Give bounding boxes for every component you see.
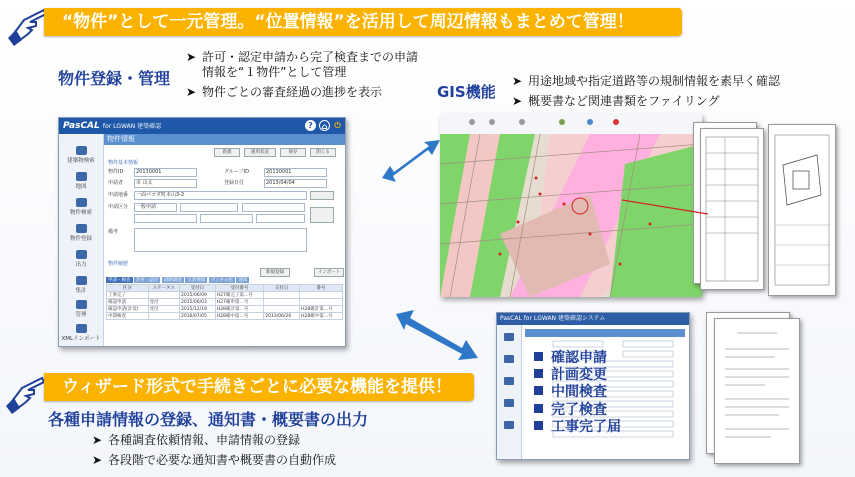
wizard-step-confirm: 確認申請 xyxy=(534,347,607,367)
sidebar-item-admin[interactable]: 管理 xyxy=(59,300,103,318)
kind-field-2[interactable] xyxy=(180,203,238,212)
wizard-step-interim: 中間検査 xyxy=(534,381,607,401)
lot-search-button[interactable] xyxy=(310,191,334,200)
section-label: 物件基本情報 xyxy=(108,160,139,166)
double-arrow-bottom-icon xyxy=(392,306,484,366)
gis-bullet-2: ➤ 概要書など関連書類をファイリング xyxy=(512,94,720,108)
bullet-square-icon xyxy=(534,352,543,361)
notice-text-lines xyxy=(715,319,799,463)
wizard-step-change: 計画変更 xyxy=(534,364,607,384)
callout-line xyxy=(620,170,710,220)
status-button[interactable]: 運用状況 xyxy=(244,148,276,157)
app-main xyxy=(104,134,345,346)
col-no: 番号 xyxy=(300,285,343,292)
lot-field[interactable]: 一面パゴダ町本山3-2 xyxy=(134,191,307,200)
pointing-hand-icon-2 xyxy=(4,374,48,414)
sidebar-item-search[interactable]: 建築物検索 xyxy=(59,146,103,164)
sidebar-item-output[interactable]: 出力 xyxy=(59,250,103,268)
double-arrow-top-icon xyxy=(376,132,448,188)
tab-permission[interactable]: 許可・認定 xyxy=(135,278,159,283)
kind-label: 申請区分 xyxy=(108,204,129,210)
app-logo: PasCAL xyxy=(63,121,100,131)
map-toolbar xyxy=(440,114,702,135)
bullet-square-icon xyxy=(534,386,543,395)
power-icon[interactable]: ⏻ xyxy=(334,121,341,130)
history-label: 物件履歴 xyxy=(108,261,129,267)
group-id-field[interactable]: 20130001 xyxy=(264,168,327,177)
app-sidebar xyxy=(59,134,104,346)
col-kind: 区分 xyxy=(107,285,149,292)
bullet-square-icon xyxy=(534,369,543,378)
notice-document xyxy=(714,318,800,464)
tab-digital[interactable]: デジタル化 xyxy=(210,278,233,283)
group-id-label: グループID xyxy=(224,169,249,175)
applicant-field[interactable]: 市 山太 xyxy=(134,179,197,188)
bukken-id-label: 物件ID xyxy=(108,169,124,175)
sidebar-item-aggregate[interactable]: 集計 xyxy=(59,276,103,294)
app-logo-sub: for LGWAN 建築確認 xyxy=(102,123,162,130)
site-plan-document xyxy=(768,124,836,296)
reg-date-label: 登録日付 xyxy=(224,180,245,186)
note-label: 備考 xyxy=(108,229,119,235)
bottom-heading: 各種申請情報の登録、通知書・概要書の出力 xyxy=(48,410,369,429)
bottom-banner: ウィザード形式で手続きごとに必要な機能を提供！ xyxy=(44,373,474,401)
site-plan-drawing xyxy=(769,125,835,295)
page-title: 物件情報 xyxy=(104,134,345,145)
col-status: ステータス xyxy=(148,285,179,292)
bottom-bullet-1: ➤ 各種調査依頼情報、申請情報の登録 xyxy=(92,433,301,447)
map-toolbar-icons xyxy=(440,114,702,134)
sidebar-item-property-search[interactable]: 物件検索 xyxy=(59,198,103,216)
applicant-label: 申請者 xyxy=(108,180,124,186)
property-management-heading: 物件登録・管理 xyxy=(58,69,171,88)
table-row[interactable]: 確認申請 受付 2015/06/03 H27確申第…号 xyxy=(107,299,343,306)
district-field-2[interactable] xyxy=(200,214,253,223)
sidebar-item-property-register[interactable]: 物件登録 xyxy=(59,224,103,242)
new-button[interactable]: 新規 xyxy=(214,148,240,157)
app-header xyxy=(59,118,345,134)
import-button[interactable]: インポート xyxy=(314,268,344,277)
document-lines xyxy=(701,129,763,289)
table-row[interactable]: 中間検査 2016/07/05 H28確中第…号 2013/06/26 H28確中第…号 xyxy=(107,313,343,320)
history-tabs xyxy=(106,277,343,284)
district-field-3[interactable] xyxy=(256,214,305,223)
wizard-step-report: 工事完了届 xyxy=(534,416,621,436)
kind-field[interactable]: 一般申請 xyxy=(134,203,177,212)
map-button[interactable] xyxy=(310,207,334,223)
tab-notice[interactable]: 通知 xyxy=(238,278,248,283)
history-table xyxy=(106,284,343,320)
bullet-square-icon xyxy=(534,421,543,430)
user-icon[interactable]: ⌂ xyxy=(319,120,330,131)
left-bullet-2: ➤ 物件ごとの審査経過の進捗を表示 xyxy=(186,85,383,99)
district-field[interactable] xyxy=(134,214,197,223)
tab-road[interactable]: 道路調査 xyxy=(163,278,182,283)
left-bullet-1-cont: 情報を“１物件”として管理 xyxy=(202,65,347,79)
sidebar-item-map[interactable]: 地図 xyxy=(59,172,103,190)
reg-date-field[interactable]: 2013/04/04 xyxy=(264,179,327,188)
app2-header: PasCAL for LGWAN 建築確認システム xyxy=(497,313,689,325)
app2-sidebar-icons xyxy=(497,325,521,459)
bottom-bullet-2: ➤ 各段階で必要な通知書や概要書の自動作成 xyxy=(92,453,337,467)
col-issued: 交付日 xyxy=(264,285,300,292)
sidebar-item-xml-import[interactable]: XMLインポート xyxy=(59,324,103,342)
gis-heading: GIS機能 xyxy=(437,83,496,101)
table-header-row xyxy=(107,285,343,292)
save-button[interactable]: 保存 xyxy=(280,148,306,157)
left-bullet-1: ➤ 許可・認定申請から完了検査までの申請 xyxy=(186,50,419,64)
pascal-app-screenshot xyxy=(58,117,346,347)
note-field[interactable] xyxy=(134,228,307,252)
close-button[interactable]: 閉じる xyxy=(310,148,336,157)
tab-application[interactable]: 申請・検査 xyxy=(108,278,131,283)
bukken-id-field[interactable]: 20130001 xyxy=(134,168,197,177)
wizard-step-completion: 完了検査 xyxy=(534,399,607,419)
help-icon[interactable]: ? xyxy=(305,120,316,131)
kind-field-3[interactable] xyxy=(242,203,305,212)
lot-label: 申請地番 xyxy=(108,192,129,198)
col-received: 受付日 xyxy=(179,285,215,292)
gis-bullet-1: ➤ 用途地域や指定道路等の規制情報を素早く確認 xyxy=(512,74,781,88)
table-row[interactable]: 工事完了 2015/06/09 H27確完了第…号 xyxy=(107,292,343,299)
bullet-square-icon xyxy=(534,404,543,413)
history-new-button[interactable]: 新規登録 xyxy=(260,268,290,277)
tab-document[interactable]: 文書情報 xyxy=(187,278,206,283)
table-row[interactable]: 確認申請(計変) 受付 2015/12/19 H28確計第…号 H28確計第…号 xyxy=(107,306,343,313)
app2-sidebar xyxy=(497,325,522,459)
col-number: 受付番号 xyxy=(215,285,263,292)
top-banner: “物件”として一元管理。“位置情報”を活用して周辺情報もまとめて管理！ xyxy=(44,8,682,36)
